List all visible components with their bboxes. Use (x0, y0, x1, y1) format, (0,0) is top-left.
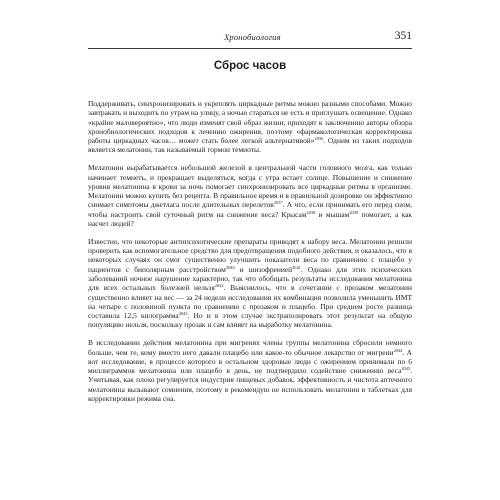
paragraph-text: Поддерживать, синхронизировать и укреплять циркадные ритмы можно разными способами. Можно завтракать и выходить по утрам на улицу, а ночью стараться не есть и приглушать освещение. Однако «крайне маловероятно», что люди изменят свой образ жизни, приходят к заключению авторы обзора хронобиологических подходов к лечению ожирения, поэтому «фармакологическая корректировка работы циркадных часов… может стать более легкой альтернативой» (88, 99, 412, 146)
paragraph-text: и шизофренией (234, 264, 293, 274)
paragraph-text: В исследовании действия мелатонина при мигренях члены группы мелатонина сбросили немного больше, чем те, кому вместо него давали плацебо или какое-то обычное лекарство от мигрени (88, 338, 412, 357)
paragraph-text: . А что, если принимать его перед сном, чтобы настроить свой суточный ритм на снижение веса? Крысам (88, 200, 412, 219)
footnote-marker: 2038 (306, 209, 316, 215)
paragraph (88, 338, 412, 403)
footnote-marker: 2043 (178, 311, 188, 317)
paragraph (88, 163, 412, 228)
paragraph-text: и мышам (315, 209, 350, 219)
paragraph-text: . Одним из таких подходов является мелатонин, так называемый гормон темноты. (88, 136, 412, 155)
paragraph-text: . Учитывая, как плохо регулируется индустрия пищевых добавок, эффективность и чистота аптечного мелатонина вызывают сомнения, поэтому я рекомендую не использовать мелатонин в таблетках для корректировки режима сна. (88, 366, 412, 403)
paragraph-text: . Выяснилось, что в сочетании с прозаком мелатонин существенно влияет на вес — за 24 недели исследования их комбинация позволила уменьшить ИМТ на четыре с половиной пункта по сравнению с прозаком и плацебо. При среднем росте разница составила 12,5 килограмма (88, 283, 413, 321)
running-header (88, 30, 412, 49)
footnote-marker: 2036 (314, 136, 324, 142)
page-number: 351 (394, 30, 412, 42)
footnote-marker: 2039 (349, 209, 359, 215)
paragraph-text: помогает, а как насчет людей? (88, 209, 412, 228)
footnote-marker: 2044 (393, 347, 403, 353)
paragraph-text: . Однако для этих психических заболеваний ночное нарушение характерно, так что обобщать результаты исследования мелатонина для всех остальных болезней нельзя (88, 264, 412, 293)
footnote-marker: 2037 (273, 200, 283, 206)
footnote-marker: 2040 (225, 264, 235, 270)
paragraph-text: Мелатонин вырабатывается небольшой железой в центральной части головного мозга, как только начинает темнеть, и прекращает выделяться, когда с утра встает солнце. Повышение и снижение уровня мелатонина в крови за ночь помогает синхронизировать все циркадные ритмы в организме. Мелатонин можно купить без рецепта. В правильное время и в правильной дозировке он эффективно снимает симптомы джетлага после длительных перелетов (88, 163, 412, 210)
paragraph-text: . Но и в этом случае экстраполировать этот результат на общую популяцию нельзя, поскольку прозак и сам влияет на выработку мелатонина. (88, 311, 412, 330)
body-text (88, 99, 412, 412)
paragraph-text: . А вот исследование, в процессе которого в остальном здоровые люди с ожирением принимали по 6 миллиграммов мелатонина или плацебо в день, не подтвердило содействие снижению веса (88, 347, 412, 376)
section-heading: Сброс часов (213, 60, 287, 72)
footnote-marker: 2045 (401, 366, 411, 372)
footnote-marker: 2042 (214, 283, 224, 289)
footnote-marker: 2041 (292, 264, 301, 270)
paragraph (88, 99, 412, 155)
running-header-title: Хронобиология (224, 32, 281, 42)
paragraph (88, 237, 412, 330)
paragraph-text: Известно, что некоторые антипсихотические препараты приводят к набору веса. Мелатонин решили проверить как вспомогательное средство для предотвращения подобного действия, и оказалось, что в некоторых случаях он смог существенно улучшить показатели веса по сравнению с плацебо у пациентов с биполярным расстройством (88, 236, 412, 274)
